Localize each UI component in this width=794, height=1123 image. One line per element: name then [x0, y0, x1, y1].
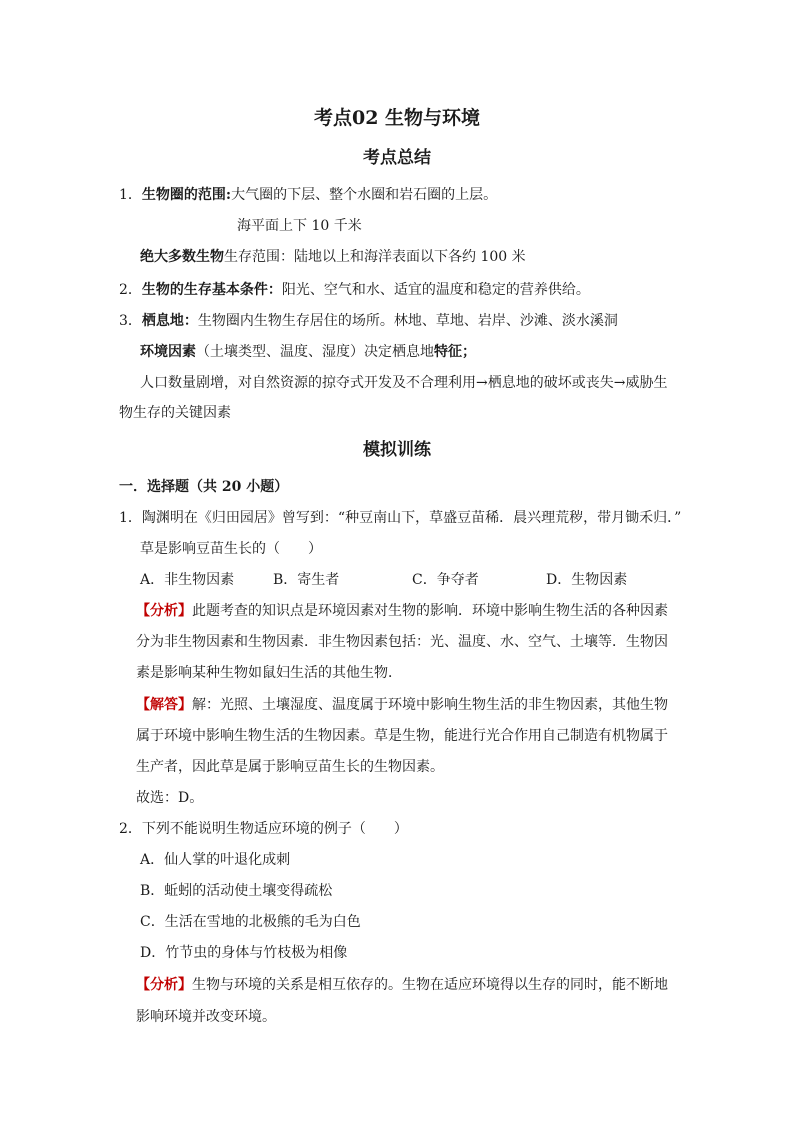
population-paragraph-line-1: 人口数量剧增，对自然资源的掠夺式开发及不合理利用→栖息地的破坏或丧失→威胁生 — [140, 375, 668, 391]
population-paragraph-line-2: 物生存的关键因素 — [119, 405, 231, 421]
sub-text: 生存范围：陆地以上和海洋表面以下各约 100 米 — [224, 249, 526, 265]
environment-factors-line — [140, 343, 476, 361]
option-b: B．寄生者 — [273, 572, 340, 588]
question-1-analysis-line-1 — [136, 602, 668, 620]
item-number: 3． — [119, 313, 142, 329]
question-1-stem-line-1 — [119, 509, 681, 527]
analysis-tag: 【分析】 — [136, 603, 192, 619]
env-text: （土壤类型、温度、湿度）决定栖息地 — [196, 344, 434, 360]
section-heading: 一．选择题（共 20 小题） — [119, 479, 289, 495]
question-1-answer-line-3: 生产者，因此草是属于影响豆苗生长的生物因素。 — [136, 759, 444, 775]
item-label: 栖息地： — [141, 313, 198, 329]
question-2-analysis-line-1 — [136, 976, 668, 994]
question-stem: 陶渊明在《归田园居》曾写到：“种豆南山下，草盛豆苗稀．晨兴理荒秽，带月锄禾归．” — [141, 510, 682, 526]
question-number: 2． — [119, 821, 142, 837]
summary-item-1-sub1: 海平面上下 10 千米 — [237, 218, 362, 234]
question-1-choice: 故选：D。 — [136, 790, 204, 806]
question-2-analysis-line-2: 影响环境并改变环境。 — [136, 1009, 276, 1025]
question-2-stem — [119, 820, 408, 838]
summary-heading: 考点总结 — [363, 148, 431, 168]
training-heading: 模拟训练 — [363, 440, 431, 460]
question-stem: 下列不能说明生物适应环境的例子（ ） — [141, 821, 408, 837]
question-1-analysis-line-3: 素是影响某种生物如鼠妇生活的其他生物． — [136, 665, 402, 681]
answer-tag: 【解答】 — [136, 697, 192, 713]
question-2-option-b: B．蚯蚓的活动使土壤变得疏松 — [140, 883, 333, 899]
summary-item-3 — [119, 312, 618, 330]
item-number: 1． — [119, 187, 142, 203]
question-2-option-d: D．竹节虫的身体与竹枝极为相像 — [140, 945, 348, 961]
question-2-option-c: C．生活在雪地的北极熊的毛为白色 — [140, 914, 361, 930]
summary-item-2 — [119, 281, 590, 299]
item-label: 生物圈的范围: — [141, 187, 232, 203]
sub-label: 绝大多数生物 — [140, 249, 224, 265]
item-text: 生物圈内生物生存居住的场所。林地、草地、岩岸、沙滩、淡水溪洞 — [197, 313, 618, 329]
summary-item-1-sub2 — [140, 248, 526, 266]
analysis-text: 生物与环境的关系是相互依存的。生物在适应环境得以生存的同时，能不断地 — [192, 977, 668, 993]
question-1-answer-line-1 — [136, 696, 668, 714]
question-number: 1． — [119, 510, 142, 526]
option-d: D．生物因素 — [546, 572, 628, 588]
analysis-tag: 【分析】 — [136, 977, 192, 993]
question-1-stem-line-2: 草是影响豆苗生长的（ ） — [140, 541, 322, 557]
item-number: 2． — [119, 282, 142, 298]
question-1-answer-line-2: 属于环境中影响生物生活的生物因素。草是生物，能进行光合作用自己制造有机物属于 — [136, 728, 668, 744]
option-c: C．争夺者 — [412, 572, 479, 588]
env-label: 环境因素 — [140, 344, 196, 360]
env-label-2: 特征； — [434, 344, 476, 360]
document-title: 考点02 生物与环境 — [313, 107, 481, 129]
question-2-option-a: A．仙人掌的叶退化成刺 — [140, 852, 291, 868]
option-a: A．非生物因素 — [140, 572, 235, 588]
summary-item-1 — [119, 186, 497, 204]
answer-text: 解：光照、土壤湿度、温度属于环境中影响生物生活的非生物因素，其他生物 — [192, 697, 668, 713]
item-text: 阳光、空气和水、适宜的温度和稳定的营养供给。 — [281, 282, 590, 298]
item-label: 生物的生存基本条件： — [141, 282, 282, 298]
question-1-analysis-line-2: 分为非生物因素和生物因素．非生物因素包括：光、温度、水、空气、土壤等．生物因 — [136, 634, 668, 650]
analysis-text: 此题考查的知识点是环境因素对生物的影响．环境中影响生物生活的各种因素 — [192, 603, 668, 619]
item-text: 大气圈的下层、整个水圈和岩石圈的上层。 — [231, 187, 498, 203]
